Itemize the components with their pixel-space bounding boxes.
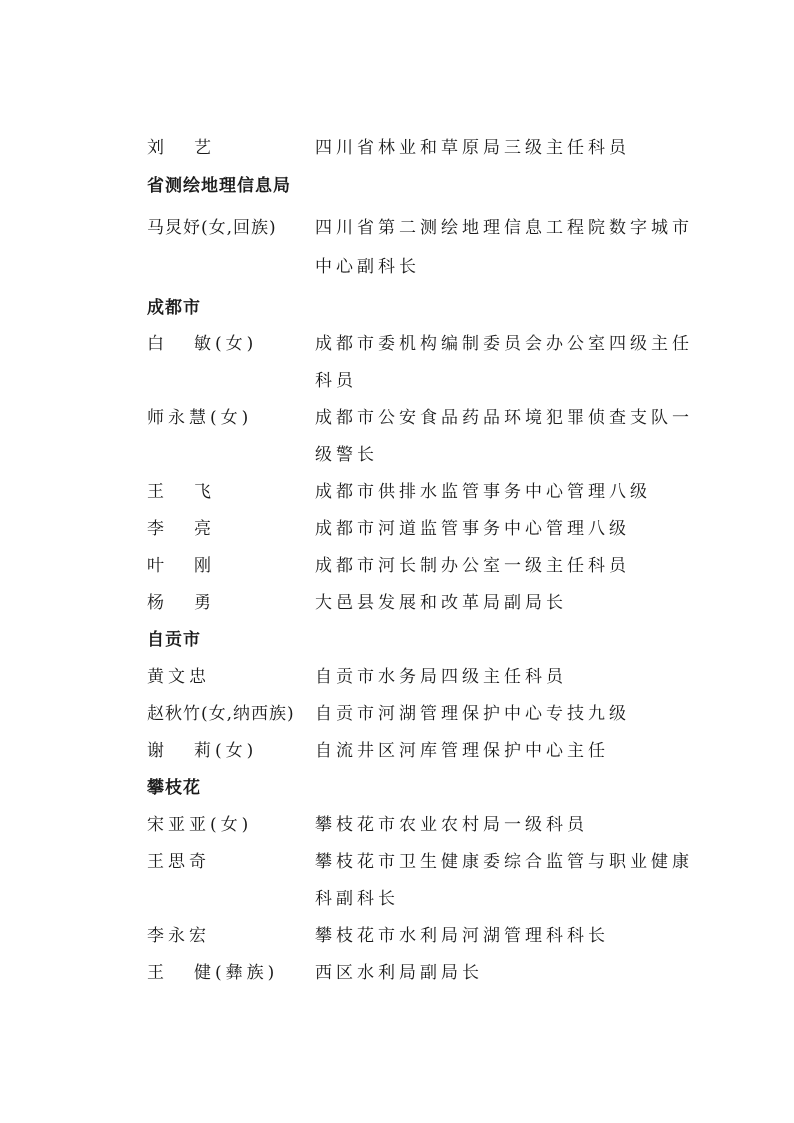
section-heading: 攀枝花 — [147, 778, 201, 798]
person-title-cont: 级警长 — [315, 445, 378, 465]
person-name: 师永慧(女) — [147, 408, 253, 428]
list-item-continuation — [0, 249, 794, 287]
section-heading: 自贡市 — [147, 630, 201, 650]
list-item — [0, 844, 794, 882]
person-title: 攀枝花市农业农村局一级科员 — [315, 815, 588, 835]
person-title: 四川省第二测绘地理信息工程院数字城市 — [315, 218, 693, 238]
list-item — [0, 733, 794, 771]
list-item-continuation — [0, 363, 794, 401]
person-name: 王 飞 — [147, 482, 215, 502]
person-title: 自贡市水务局四级主任科员 — [315, 667, 567, 687]
person-name: 白 敏(女) — [147, 334, 258, 354]
person-name: 宋亚亚(女) — [147, 815, 253, 835]
section-heading: 省测绘地理信息局 — [147, 176, 291, 196]
person-title: 大邑县发展和改革局副局长 — [315, 593, 567, 613]
person-title: 自贡市河湖管理保护中心专技九级 — [315, 704, 630, 724]
person-title: 成都市供排水监管事务中心管理八级 — [315, 482, 651, 502]
list-item — [0, 548, 794, 586]
person-title: 攀枝花市水利局河湖管理科科长 — [315, 926, 609, 946]
person-name: 王思奇 — [147, 852, 210, 872]
list-item — [0, 696, 794, 734]
person-name: 叶 刚 — [147, 556, 215, 576]
list-item — [0, 659, 794, 697]
person-name: 赵秋竹(女,纳西族) — [147, 704, 295, 724]
person-name: 王 健(彝族) — [147, 963, 279, 983]
list-item — [0, 400, 794, 438]
person-name: 杨 勇 — [147, 593, 215, 613]
list-item — [0, 326, 794, 364]
person-name: 黄文忠 — [147, 667, 210, 687]
person-name: 谢 莉(女) — [147, 741, 258, 761]
person-name: 马炅妤(女,回族) — [147, 218, 277, 238]
person-name: 刘 艺 — [147, 138, 215, 158]
person-title-cont: 科员 — [315, 371, 357, 391]
list-item — [0, 807, 794, 845]
list-item — [0, 918, 794, 956]
person-title: 成都市委机构编制委员会办公室四级主任 — [315, 334, 693, 354]
list-item — [0, 210, 794, 248]
person-title: 成都市河道监管事务中心管理八级 — [315, 519, 630, 539]
person-title-cont: 中心副科长 — [315, 257, 420, 277]
list-item-continuation — [0, 437, 794, 475]
person-title: 四川省林业和草原局三级主任科员 — [315, 138, 630, 158]
list-item — [0, 474, 794, 512]
person-name: 李 亮 — [147, 519, 215, 539]
person-title: 攀枝花市卫生健康委综合监管与职业健康 — [315, 852, 693, 872]
person-title: 自流井区河库管理保护中心主任 — [315, 741, 609, 761]
person-title: 西区水利局副局长 — [315, 963, 483, 983]
list-item — [0, 511, 794, 549]
person-name: 李永宏 — [147, 926, 210, 946]
list-item — [0, 955, 794, 993]
list-item — [0, 585, 794, 623]
list-item-continuation — [0, 881, 794, 919]
person-title-cont: 科副科长 — [315, 889, 399, 909]
person-title: 成都市河长制办公室一级主任科员 — [315, 556, 630, 576]
person-title: 成都市公安食品药品环境犯罪侦查支队一 — [315, 408, 693, 428]
section-heading: 成都市 — [147, 298, 201, 318]
list-item — [0, 130, 794, 168]
